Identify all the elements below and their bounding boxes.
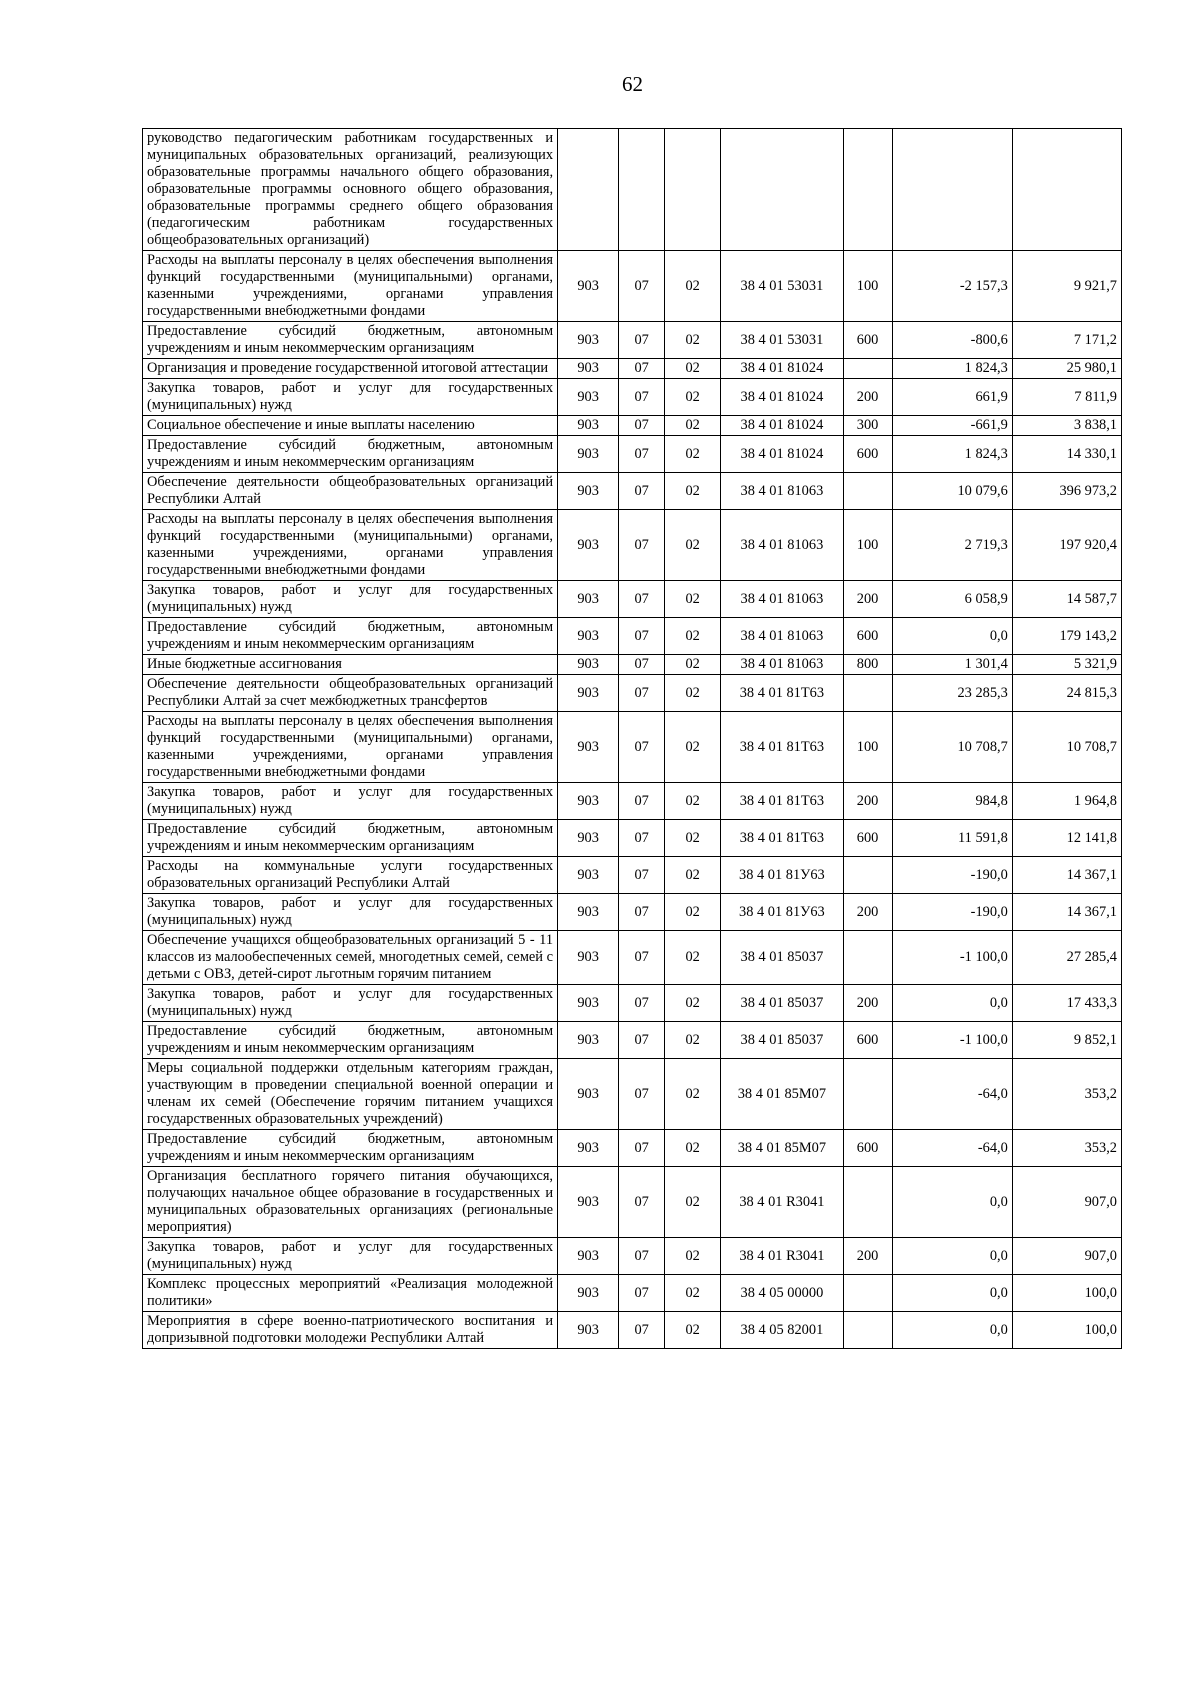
section-code-cell: 07	[619, 379, 665, 416]
table-row	[143, 675, 1122, 712]
section-code-cell: 07	[619, 712, 665, 783]
section-code-cell: 07	[619, 1022, 665, 1059]
grbs-code-cell: 903	[558, 251, 619, 322]
table-row	[143, 820, 1122, 857]
grbs-code-cell: 903	[558, 1059, 619, 1130]
row-name-cell: Комплекс процессных мероприятий «Реализация молодежной политики»	[143, 1275, 558, 1312]
row-name-cell: Закупка товаров, работ и услуг для государственных (муниципальных) нужд	[143, 1238, 558, 1275]
grbs-code-cell: 903	[558, 857, 619, 894]
change-amount-cell: 23 285,3	[892, 675, 1012, 712]
grbs-code-cell: 903	[558, 1238, 619, 1275]
subsection-code-cell: 02	[665, 894, 721, 931]
expense-type-cell: 600	[843, 436, 892, 473]
change-amount-cell: 2 719,3	[892, 510, 1012, 581]
section-code-cell: 07	[619, 1275, 665, 1312]
total-amount-cell: 24 815,3	[1012, 675, 1121, 712]
change-amount-cell: -64,0	[892, 1130, 1012, 1167]
grbs-code-cell: 903	[558, 473, 619, 510]
grbs-code-cell: 903	[558, 322, 619, 359]
change-amount-cell: 10 079,6	[892, 473, 1012, 510]
change-amount-cell: -190,0	[892, 894, 1012, 931]
row-name-cell: Иные бюджетные ассигнования	[143, 655, 558, 675]
total-amount-cell: 12 141,8	[1012, 820, 1121, 857]
target-article-cell: 38 4 01 81024	[721, 416, 843, 436]
table-row	[143, 379, 1122, 416]
target-article-cell: 38 4 01 81Т63	[721, 712, 843, 783]
section-code-cell: 07	[619, 931, 665, 985]
row-name-cell: Расходы на коммунальные услуги государственных образовательных организаций Республики Алтай	[143, 857, 558, 894]
section-code-cell: 07	[619, 510, 665, 581]
total-amount-cell: 353,2	[1012, 1059, 1121, 1130]
grbs-code-cell: 903	[558, 1022, 619, 1059]
subsection-code-cell: 02	[665, 436, 721, 473]
subsection-code-cell: 02	[665, 581, 721, 618]
row-name-cell: Закупка товаров, работ и услуг для государственных (муниципальных) нужд	[143, 894, 558, 931]
total-amount-cell: 907,0	[1012, 1167, 1121, 1238]
subsection-code-cell: 02	[665, 416, 721, 436]
target-article-cell: 38 4 01 81У63	[721, 857, 843, 894]
grbs-code-cell: 903	[558, 581, 619, 618]
section-code-cell: 07	[619, 1167, 665, 1238]
grbs-code-cell: 903	[558, 416, 619, 436]
subsection-code-cell	[665, 129, 721, 251]
section-code-cell: 07	[619, 359, 665, 379]
table-row	[143, 359, 1122, 379]
grbs-code-cell	[558, 129, 619, 251]
total-amount-cell: 396 973,2	[1012, 473, 1121, 510]
expense-type-cell	[843, 1167, 892, 1238]
grbs-code-cell: 903	[558, 894, 619, 931]
expense-type-cell: 200	[843, 379, 892, 416]
change-amount-cell: -1 100,0	[892, 1022, 1012, 1059]
budget-table	[142, 128, 1122, 1349]
table-row	[143, 322, 1122, 359]
table-row	[143, 857, 1122, 894]
target-article-cell: 38 4 01 81Т63	[721, 675, 843, 712]
budget-table-body	[143, 129, 1122, 1349]
total-amount-cell: 1 964,8	[1012, 783, 1121, 820]
expense-type-cell: 200	[843, 783, 892, 820]
grbs-code-cell: 903	[558, 379, 619, 416]
subsection-code-cell: 02	[665, 675, 721, 712]
row-name-cell: Обеспечение деятельности общеобразовательных организаций Республики Алтай	[143, 473, 558, 510]
expense-type-cell	[843, 473, 892, 510]
expense-type-cell: 600	[843, 618, 892, 655]
subsection-code-cell: 02	[665, 251, 721, 322]
table-row	[143, 251, 1122, 322]
table-row	[143, 129, 1122, 251]
change-amount-cell: -661,9	[892, 416, 1012, 436]
row-name-cell: Меры социальной поддержки отдельным категориям граждан, участвующим в проведении специальной военной операции и членам их семей (Обеспечение горячим питанием учащихся государственных образовательных учреждений)	[143, 1059, 558, 1130]
change-amount-cell: 661,9	[892, 379, 1012, 416]
expense-type-cell: 100	[843, 712, 892, 783]
change-amount-cell: 0,0	[892, 1238, 1012, 1275]
target-article-cell: 38 4 05 00000	[721, 1275, 843, 1312]
change-amount-cell: 984,8	[892, 783, 1012, 820]
target-article-cell: 38 4 01 85037	[721, 931, 843, 985]
section-code-cell: 07	[619, 783, 665, 820]
row-name-cell: Предоставление субсидий бюджетным, автономным учреждениям и иным некоммерческим организациям	[143, 436, 558, 473]
row-name-cell: Обеспечение деятельности общеобразовательных организаций Республики Алтай за счет межбюджетных трансфертов	[143, 675, 558, 712]
table-row	[143, 1167, 1122, 1238]
target-article-cell: 38 4 01 R3041	[721, 1167, 843, 1238]
target-article-cell: 38 4 05 82001	[721, 1312, 843, 1349]
table-row	[143, 655, 1122, 675]
table-row	[143, 1275, 1122, 1312]
row-name-cell: Расходы на выплаты персоналу в целях обеспечения выполнения функций государственными (муниципальными) органами, казенными учреждениями, органами управления государственными внебюджетными фондами	[143, 712, 558, 783]
total-amount-cell: 10 708,7	[1012, 712, 1121, 783]
change-amount-cell: 1 824,3	[892, 436, 1012, 473]
section-code-cell: 07	[619, 473, 665, 510]
section-code-cell: 07	[619, 436, 665, 473]
grbs-code-cell: 903	[558, 510, 619, 581]
total-amount-cell: 14 367,1	[1012, 857, 1121, 894]
grbs-code-cell: 903	[558, 931, 619, 985]
grbs-code-cell: 903	[558, 675, 619, 712]
table-row	[143, 1130, 1122, 1167]
total-amount-cell: 9 852,1	[1012, 1022, 1121, 1059]
expense-type-cell	[843, 129, 892, 251]
subsection-code-cell: 02	[665, 1059, 721, 1130]
subsection-code-cell: 02	[665, 985, 721, 1022]
change-amount-cell	[892, 129, 1012, 251]
expense-type-cell: 100	[843, 510, 892, 581]
total-amount-cell: 7 811,9	[1012, 379, 1121, 416]
target-article-cell: 38 4 01 85М07	[721, 1059, 843, 1130]
subsection-code-cell: 02	[665, 931, 721, 985]
change-amount-cell: -190,0	[892, 857, 1012, 894]
table-row	[143, 1022, 1122, 1059]
page-number: 62	[622, 72, 643, 96]
target-article-cell: 38 4 01 53031	[721, 322, 843, 359]
change-amount-cell: 1 301,4	[892, 655, 1012, 675]
expense-type-cell: 200	[843, 985, 892, 1022]
table-row	[143, 783, 1122, 820]
subsection-code-cell: 02	[665, 1238, 721, 1275]
target-article-cell: 38 4 01 81024	[721, 359, 843, 379]
row-name-cell: Организация бесплатного горячего питания обучающихся, получающих начальное общее образование в государственных и муниципальных образовательных организациях (региональные мероприятия)	[143, 1167, 558, 1238]
section-code-cell	[619, 129, 665, 251]
subsection-code-cell: 02	[665, 655, 721, 675]
expense-type-cell: 200	[843, 1238, 892, 1275]
total-amount-cell: 27 285,4	[1012, 931, 1121, 985]
section-code-cell: 07	[619, 1059, 665, 1130]
subsection-code-cell: 02	[665, 820, 721, 857]
row-name-cell: Организация и проведение государственной итоговой аттестации	[143, 359, 558, 379]
section-code-cell: 07	[619, 655, 665, 675]
subsection-code-cell: 02	[665, 1312, 721, 1349]
expense-type-cell: 600	[843, 322, 892, 359]
section-code-cell: 07	[619, 985, 665, 1022]
row-name-cell: Расходы на выплаты персоналу в целях обеспечения выполнения функций государственными (муниципальными) органами, казенными учреждениями, органами управления государственными внебюджетными фондами	[143, 251, 558, 322]
grbs-code-cell: 903	[558, 359, 619, 379]
subsection-code-cell: 02	[665, 618, 721, 655]
table-row	[143, 985, 1122, 1022]
target-article-cell: 38 4 01 81024	[721, 379, 843, 416]
table-row	[143, 618, 1122, 655]
total-amount-cell: 100,0	[1012, 1312, 1121, 1349]
expense-type-cell	[843, 359, 892, 379]
expense-type-cell: 600	[843, 1022, 892, 1059]
target-article-cell: 38 4 01 81063	[721, 581, 843, 618]
table-row	[143, 894, 1122, 931]
target-article-cell: 38 4 01 81063	[721, 473, 843, 510]
total-amount-cell: 100,0	[1012, 1275, 1121, 1312]
subsection-code-cell: 02	[665, 1022, 721, 1059]
expense-type-cell: 200	[843, 581, 892, 618]
section-code-cell: 07	[619, 618, 665, 655]
section-code-cell: 07	[619, 1312, 665, 1349]
grbs-code-cell: 903	[558, 1167, 619, 1238]
section-code-cell: 07	[619, 581, 665, 618]
target-article-cell: 38 4 01 R3041	[721, 1238, 843, 1275]
subsection-code-cell: 02	[665, 1130, 721, 1167]
grbs-code-cell: 903	[558, 712, 619, 783]
expense-type-cell	[843, 1059, 892, 1130]
grbs-code-cell: 903	[558, 618, 619, 655]
table-row	[143, 931, 1122, 985]
section-code-cell: 07	[619, 894, 665, 931]
table-row	[143, 1312, 1122, 1349]
subsection-code-cell: 02	[665, 473, 721, 510]
total-amount-cell	[1012, 129, 1121, 251]
section-code-cell: 07	[619, 416, 665, 436]
change-amount-cell: 1 824,3	[892, 359, 1012, 379]
table-row	[143, 473, 1122, 510]
target-article-cell: 38 4 01 53031	[721, 251, 843, 322]
row-name-cell: Предоставление субсидий бюджетным, автономным учреждениям и иным некоммерческим организациям	[143, 820, 558, 857]
section-code-cell: 07	[619, 1130, 665, 1167]
target-article-cell: 38 4 01 85037	[721, 1022, 843, 1059]
row-name-cell: Социальное обеспечение и иные выплаты населению	[143, 416, 558, 436]
change-amount-cell: 10 708,7	[892, 712, 1012, 783]
target-article-cell: 38 4 01 81063	[721, 618, 843, 655]
grbs-code-cell: 903	[558, 985, 619, 1022]
row-name-cell: Закупка товаров, работ и услуг для государственных (муниципальных) нужд	[143, 783, 558, 820]
row-name-cell: Расходы на выплаты персоналу в целях обеспечения выполнения функций государственными (муниципальными) органами, казенными учреждениями, органами управления государственными внебюджетными фондами	[143, 510, 558, 581]
target-article-cell: 38 4 01 85М07	[721, 1130, 843, 1167]
table-row	[143, 1238, 1122, 1275]
table-row	[143, 712, 1122, 783]
subsection-code-cell: 02	[665, 857, 721, 894]
grbs-code-cell: 903	[558, 655, 619, 675]
change-amount-cell: 6 058,9	[892, 581, 1012, 618]
change-amount-cell: -2 157,3	[892, 251, 1012, 322]
total-amount-cell: 14 367,1	[1012, 894, 1121, 931]
row-name-cell: руководство педагогическим работникам государственных и муниципальных образовательных организаций, реализующих образовательные программы начального общего образования, образовательные программы основного общего образования, образовательные программы среднего общего образования (педагогическим работникам государственных общеобразовательных организаций)	[143, 129, 558, 251]
grbs-code-cell: 903	[558, 1312, 619, 1349]
total-amount-cell: 197 920,4	[1012, 510, 1121, 581]
subsection-code-cell: 02	[665, 379, 721, 416]
section-code-cell: 07	[619, 857, 665, 894]
target-article-cell	[721, 129, 843, 251]
table-row	[143, 1059, 1122, 1130]
subsection-code-cell: 02	[665, 322, 721, 359]
subsection-code-cell: 02	[665, 359, 721, 379]
target-article-cell: 38 4 01 81024	[721, 436, 843, 473]
expense-type-cell: 600	[843, 820, 892, 857]
change-amount-cell: 0,0	[892, 1312, 1012, 1349]
expense-type-cell: 600	[843, 1130, 892, 1167]
section-code-cell: 07	[619, 820, 665, 857]
change-amount-cell: 11 591,8	[892, 820, 1012, 857]
row-name-cell: Закупка товаров, работ и услуг для государственных (муниципальных) нужд	[143, 379, 558, 416]
grbs-code-cell: 903	[558, 820, 619, 857]
expense-type-cell	[843, 1312, 892, 1349]
expense-type-cell	[843, 1275, 892, 1312]
row-name-cell: Предоставление субсидий бюджетным, автономным учреждениям и иным некоммерческим организациям	[143, 1130, 558, 1167]
section-code-cell: 07	[619, 322, 665, 359]
change-amount-cell: 0,0	[892, 985, 1012, 1022]
total-amount-cell: 14 330,1	[1012, 436, 1121, 473]
change-amount-cell: -64,0	[892, 1059, 1012, 1130]
grbs-code-cell: 903	[558, 783, 619, 820]
table-row	[143, 581, 1122, 618]
row-name-cell: Мероприятия в сфере военно-патриотического воспитания и допризывной подготовки молодежи Республики Алтай	[143, 1312, 558, 1349]
subsection-code-cell: 02	[665, 510, 721, 581]
change-amount-cell: -1 100,0	[892, 931, 1012, 985]
target-article-cell: 38 4 01 81063	[721, 655, 843, 675]
total-amount-cell: 3 838,1	[1012, 416, 1121, 436]
expense-type-cell	[843, 675, 892, 712]
target-article-cell: 38 4 01 81Т63	[721, 783, 843, 820]
total-amount-cell: 9 921,7	[1012, 251, 1121, 322]
change-amount-cell: -800,6	[892, 322, 1012, 359]
total-amount-cell: 17 433,3	[1012, 985, 1121, 1022]
change-amount-cell: 0,0	[892, 1167, 1012, 1238]
table-row	[143, 510, 1122, 581]
target-article-cell: 38 4 01 81У63	[721, 894, 843, 931]
row-name-cell: Предоставление субсидий бюджетным, автономным учреждениям и иным некоммерческим организациям	[143, 618, 558, 655]
row-name-cell: Обеспечение учащихся общеобразовательных организаций 5 - 11 классов из малообеспеченных семей, многодетных семей, семей с детьми с ОВЗ, детей-сирот льготным горячим питанием	[143, 931, 558, 985]
total-amount-cell: 5 321,9	[1012, 655, 1121, 675]
row-name-cell: Предоставление субсидий бюджетным, автономным учреждениям и иным некоммерческим организациям	[143, 1022, 558, 1059]
subsection-code-cell: 02	[665, 783, 721, 820]
target-article-cell: 38 4 01 85037	[721, 985, 843, 1022]
change-amount-cell: 0,0	[892, 618, 1012, 655]
expense-type-cell	[843, 931, 892, 985]
section-code-cell: 07	[619, 251, 665, 322]
change-amount-cell: 0,0	[892, 1275, 1012, 1312]
section-code-cell: 07	[619, 675, 665, 712]
row-name-cell: Закупка товаров, работ и услуг для государственных (муниципальных) нужд	[143, 581, 558, 618]
grbs-code-cell: 903	[558, 1275, 619, 1312]
total-amount-cell: 25 980,1	[1012, 359, 1121, 379]
expense-type-cell: 800	[843, 655, 892, 675]
table-row	[143, 436, 1122, 473]
total-amount-cell: 353,2	[1012, 1130, 1121, 1167]
row-name-cell: Предоставление субсидий бюджетным, автономным учреждениям и иным некоммерческим организациям	[143, 322, 558, 359]
subsection-code-cell: 02	[665, 1275, 721, 1312]
expense-type-cell: 300	[843, 416, 892, 436]
subsection-code-cell: 02	[665, 1167, 721, 1238]
target-article-cell: 38 4 01 81Т63	[721, 820, 843, 857]
total-amount-cell: 14 587,7	[1012, 581, 1121, 618]
total-amount-cell: 907,0	[1012, 1238, 1121, 1275]
grbs-code-cell: 903	[558, 436, 619, 473]
section-code-cell: 07	[619, 1238, 665, 1275]
target-article-cell: 38 4 01 81063	[721, 510, 843, 581]
expense-type-cell	[843, 857, 892, 894]
table-row	[143, 416, 1122, 436]
subsection-code-cell: 02	[665, 712, 721, 783]
expense-type-cell: 200	[843, 894, 892, 931]
total-amount-cell: 7 171,2	[1012, 322, 1121, 359]
expense-type-cell: 100	[843, 251, 892, 322]
row-name-cell: Закупка товаров, работ и услуг для государственных (муниципальных) нужд	[143, 985, 558, 1022]
total-amount-cell: 179 143,2	[1012, 618, 1121, 655]
grbs-code-cell: 903	[558, 1130, 619, 1167]
